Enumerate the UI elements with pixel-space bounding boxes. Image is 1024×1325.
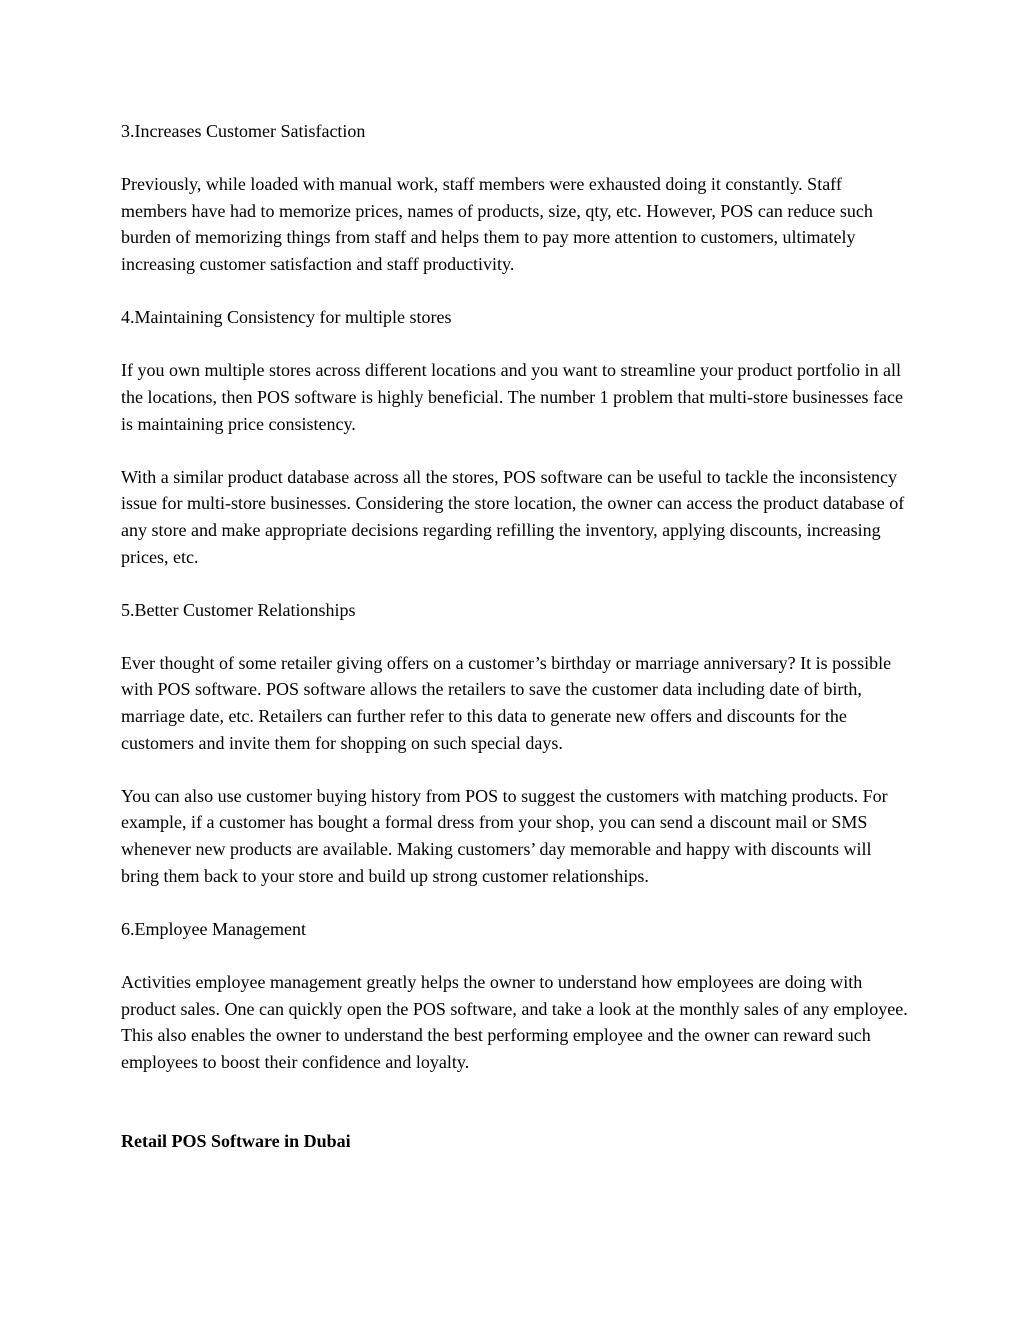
paragraph-employee-management: Activities employee management greatly helps the owner to understand how employees are doing with product sales. One can quickly open the POS software, and take a look at the monthly sales of any employee. This also enables the owner to understand the best performing employee and the owner can reward such employees to boost their confidence and loyalty. bbox=[121, 972, 908, 1072]
section-heading-employee-management: 6.Employee Management bbox=[121, 918, 306, 939]
section-heading-customer-satisfaction: 3.Increases Customer Satisfaction bbox=[121, 121, 366, 141]
paragraph-multiple-stores: If you own multiple stores across different locations and you want to streamline your product portfolio in all the locations, then POS software is highly beneficial. The number 1 problem that multi-store businesses face is maintaining price consistency. bbox=[121, 360, 903, 434]
document-page bbox=[121, 118, 911, 1182]
paragraph-buying-history: You can also use customer buying history from POS to suggest the customers with matching products. For example, if a customer has bought a formal dress from your shop, you can send a discount mail or SMS whenever new products are available. Making customers’ day memorable and happy with discounts will bring them back to your store and build up strong customer relationships. bbox=[121, 785, 888, 886]
paragraph-product-database: With a similar product database across all the stores, POS software can be useful to tackle the inconsistency issue for multi-store businesses. Considering the store location, the owner can access the product database of any store and make appropriate decisions regarding refilling the inventory, applying discounts, increasing prices, etc. bbox=[121, 466, 905, 567]
section-heading-customer-relationships: 5.Better Customer Relationships bbox=[121, 599, 356, 620]
paragraph-special-offers: Ever thought of some retailer giving offers on a customer’s birthday or marriage anniversary? It is possible with POS software. POS software allows the retailers to save the customer data including date of birth, marriage date, etc. Retailers can further refer to this data to generate new offers and discounts for the customers and invite them for shopping on such special days. bbox=[121, 652, 892, 753]
section-heading-consistency: 4.Maintaining Consistency for multiple stores bbox=[121, 307, 452, 328]
paragraph-customer-satisfaction: Previously, while loaded with manual work, staff members were exhausted doing it constantly. Staff members have had to memorize prices, names of products, size, qty, etc. However, POS can reduce such burden of memorizing things from staff and helps them to pay more attention to customers, ultimately increasing customer satisfaction and staff productivity. bbox=[121, 174, 873, 274]
bold-heading-retail-pos-dubai: Retail POS Software in Dubai bbox=[121, 1131, 351, 1152]
